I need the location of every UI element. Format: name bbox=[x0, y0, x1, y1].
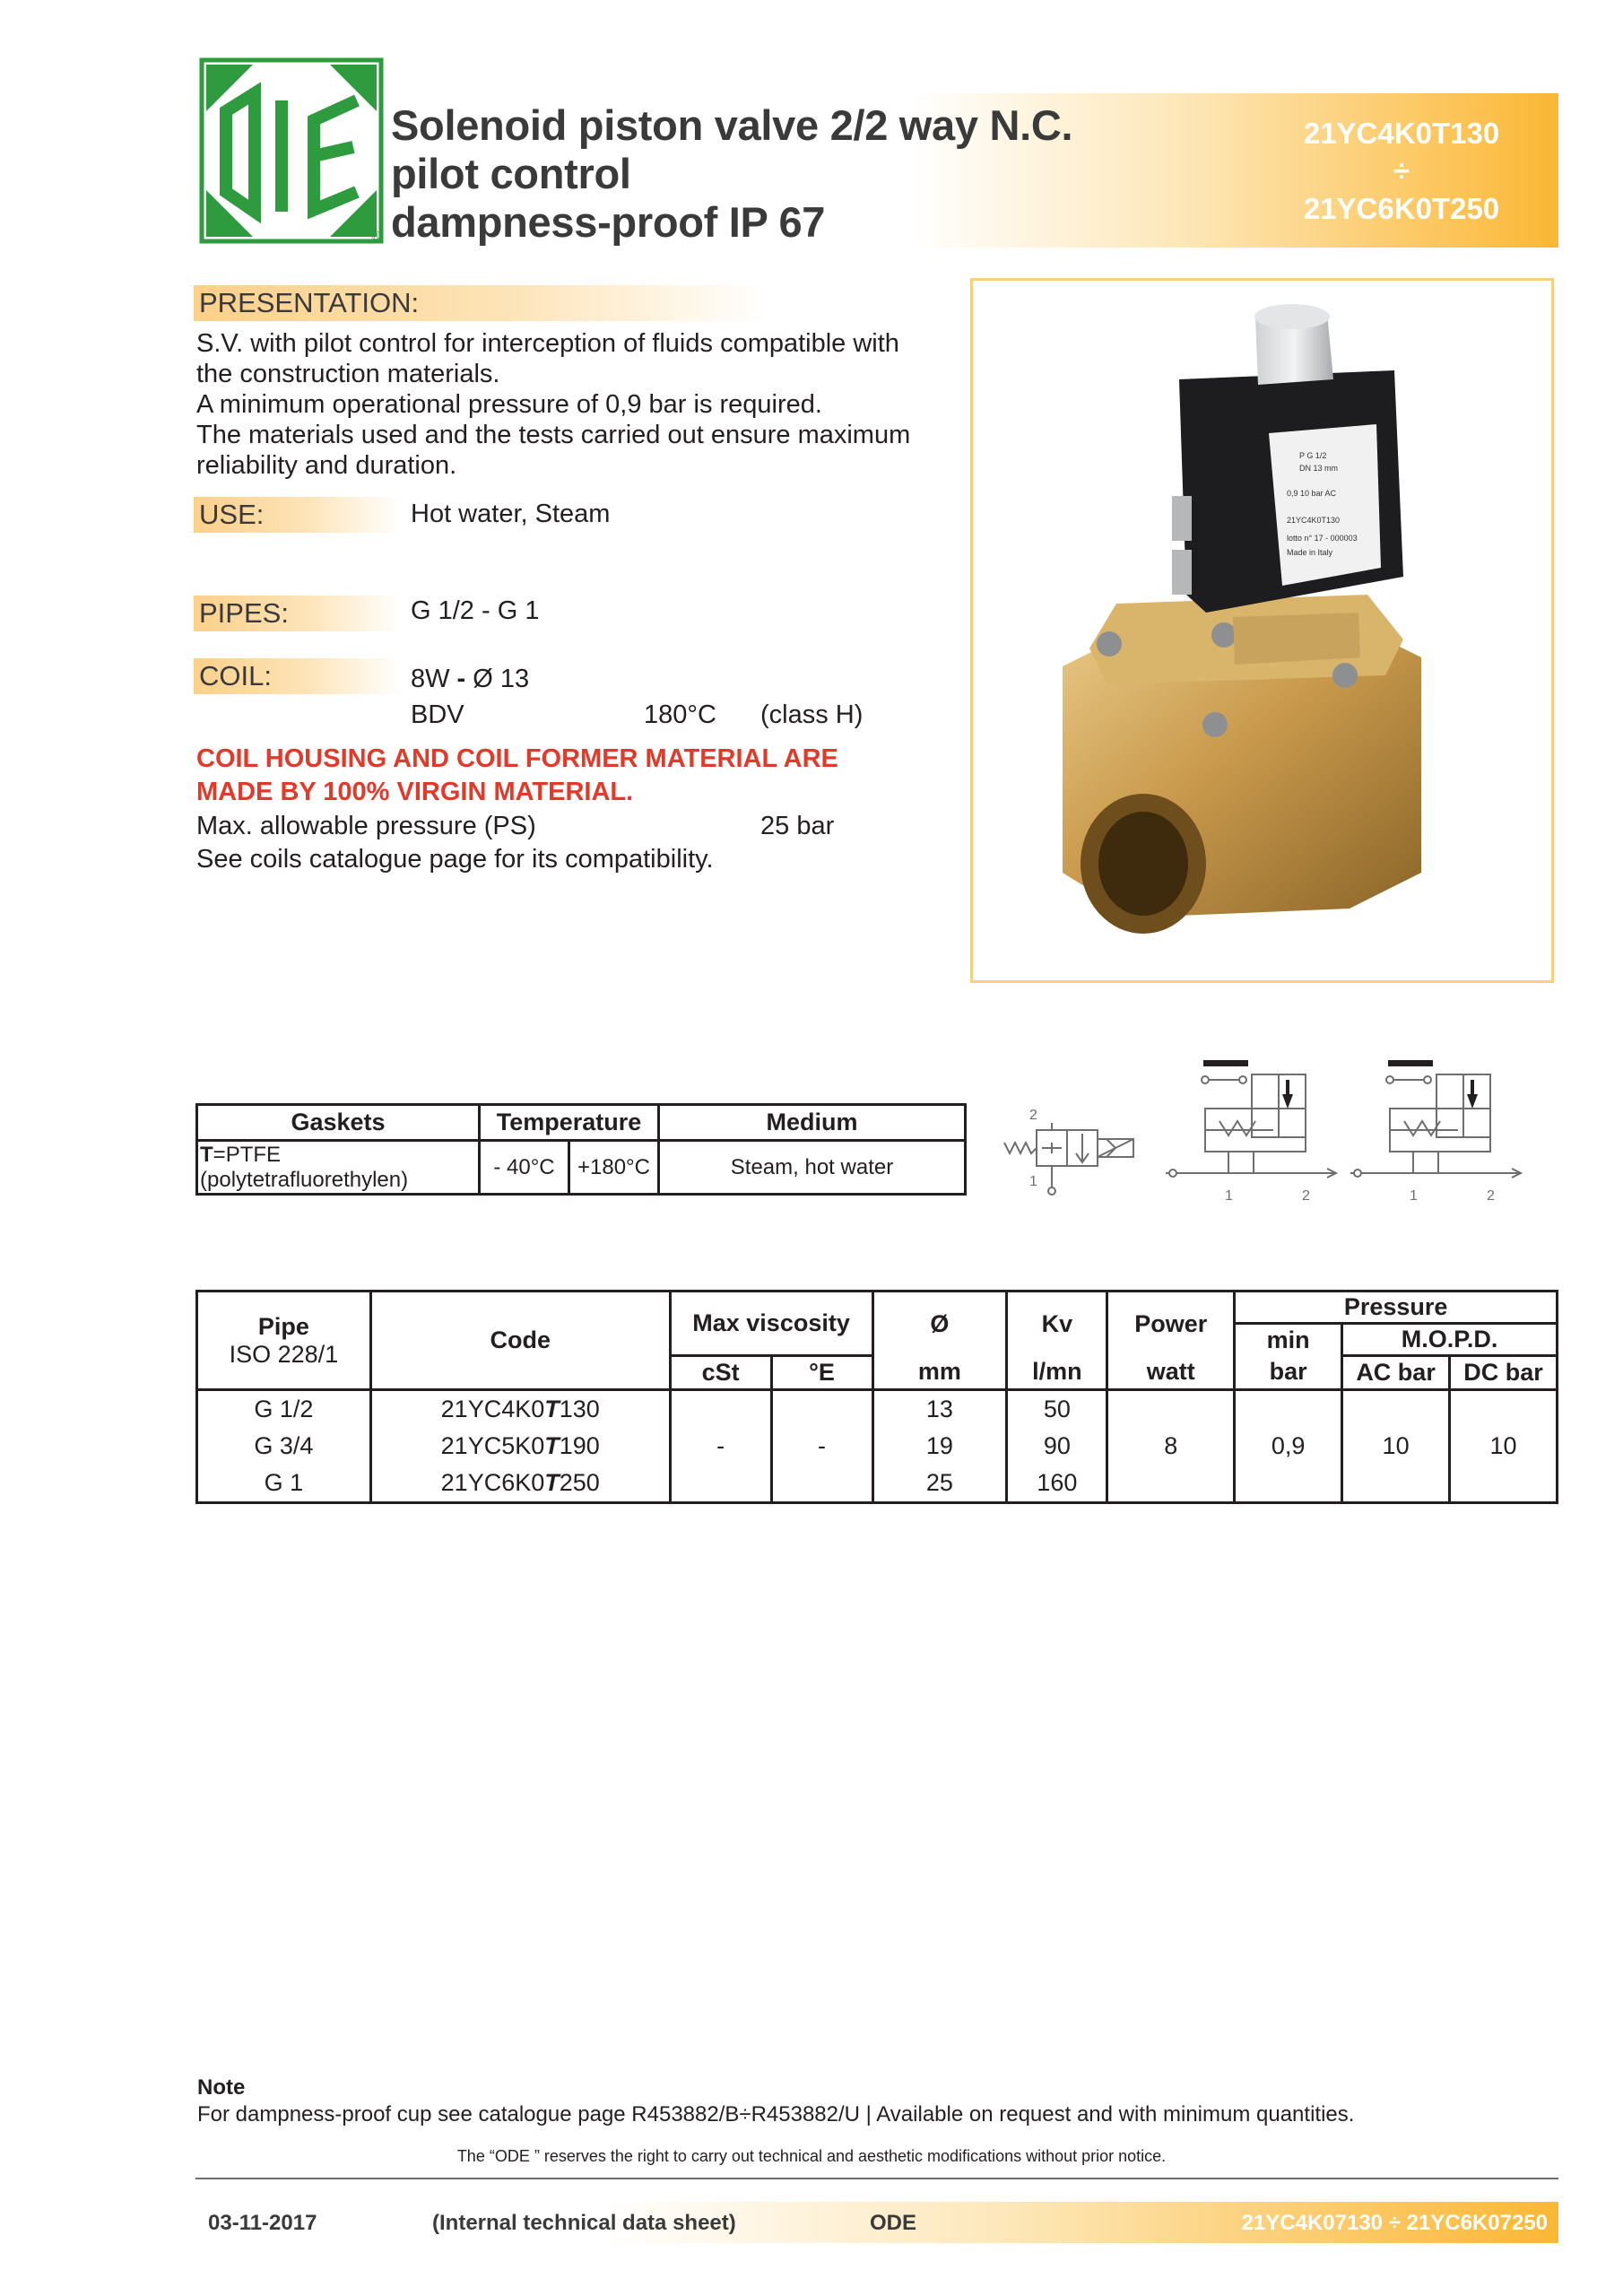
diameter-unit: mm bbox=[872, 1356, 1007, 1390]
code-part-b: 190 bbox=[559, 1432, 600, 1459]
coil-label-text-4: 21YC4K0T130 bbox=[1287, 516, 1341, 525]
row-diameter: 13 bbox=[872, 1390, 1007, 1428]
shared-dc: 10 bbox=[1450, 1390, 1558, 1503]
min-unit: bar bbox=[1235, 1356, 1342, 1390]
connector-tab bbox=[1172, 550, 1192, 595]
title-line-3: dampness-proof IP 67 bbox=[391, 198, 826, 246]
shared-degE: - bbox=[771, 1390, 872, 1503]
coil-label-text-1: P G 1/2 bbox=[1299, 451, 1327, 460]
presentation-line-5: reliability and duration. bbox=[196, 451, 457, 480]
bolt bbox=[1211, 622, 1237, 648]
range-symbol: ÷ bbox=[1393, 154, 1410, 187]
flow-arrow-shaft bbox=[1286, 1080, 1289, 1098]
presentation-line-4: The materials used and the tests carried out ensure maximum bbox=[196, 421, 911, 449]
bolt bbox=[1332, 663, 1358, 688]
min-header: min bbox=[1235, 1324, 1342, 1356]
port-circle bbox=[1048, 1187, 1055, 1195]
coil-bar bbox=[1203, 1060, 1248, 1066]
virgin-material-line-1: COIL HOUSING AND COIL FORMER MATERIAL ARE bbox=[196, 744, 838, 773]
footer-bar bbox=[195, 2202, 1558, 2243]
code-from: 21YC4K0T130 bbox=[1303, 117, 1500, 150]
mopd-header: M.O.P.D. bbox=[1342, 1324, 1558, 1356]
dc-header: DC bar bbox=[1450, 1356, 1558, 1390]
pipes-value: G 1/2 - G 1 bbox=[411, 596, 540, 625]
pipes-label: PIPES: bbox=[194, 596, 400, 631]
inlet-port-bore bbox=[1098, 812, 1188, 916]
virgin-material-line-2: MADE BY 100% VIRGIN MATERIAL. bbox=[196, 778, 634, 806]
code-part-t: T bbox=[544, 1469, 560, 1497]
valve-symbol-schematic bbox=[997, 1096, 1159, 1207]
row-code bbox=[370, 1465, 670, 1503]
medium-header: Medium bbox=[659, 1105, 966, 1141]
row-kv: 160 bbox=[1007, 1465, 1107, 1503]
disclaimer: The “ODE ” reserves the right to carry out technical and aesthetic modifications without prior notice. bbox=[456, 2147, 1167, 2165]
footer-sheet-type: (Internal technical data sheet) bbox=[432, 2211, 736, 2235]
row-code bbox=[370, 1390, 670, 1428]
shared-power: 8 bbox=[1107, 1390, 1235, 1503]
ps-label: Max. allowable pressure (PS) bbox=[196, 812, 536, 840]
footer-date: 03-11-2017 bbox=[208, 2211, 317, 2235]
kv-unit: l/mn bbox=[1007, 1356, 1107, 1390]
row-kv: 90 bbox=[1007, 1428, 1107, 1465]
code-part-t: T bbox=[544, 1395, 560, 1422]
armature-nut bbox=[1233, 613, 1360, 665]
coil-type: BDV bbox=[411, 700, 464, 729]
temp-min-cell: - 40°C bbox=[480, 1141, 569, 1195]
power-unit: watt bbox=[1107, 1356, 1235, 1390]
coil-label-text-6: Made in Italy bbox=[1287, 548, 1333, 557]
coil-bar bbox=[1388, 1060, 1433, 1066]
gasket-cell bbox=[197, 1141, 480, 1195]
power-header: Power bbox=[1107, 1292, 1235, 1356]
gasket-table bbox=[195, 1103, 967, 1196]
row-kv: 50 bbox=[1007, 1390, 1107, 1428]
note-title: Note bbox=[197, 2075, 246, 2100]
coil-diameter: Ø 13 bbox=[473, 665, 530, 693]
cst-header: cSt bbox=[670, 1356, 771, 1390]
presentation-line-1: S.V. with pilot control for interception of fluids compatible with bbox=[196, 329, 899, 358]
footer-divider bbox=[195, 2178, 1558, 2179]
port-circle bbox=[1354, 1170, 1361, 1177]
coil-label-text-2: DN 13 mm bbox=[1299, 464, 1339, 473]
coil-separator: - bbox=[449, 665, 473, 693]
valve-illustration bbox=[973, 281, 1551, 980]
valve-section-open bbox=[1350, 1058, 1530, 1205]
bolt bbox=[1097, 631, 1122, 657]
schematic-port-2: 2 bbox=[1029, 1108, 1037, 1123]
ac-header: AC bar bbox=[1342, 1356, 1450, 1390]
title-banner bbox=[384, 93, 1558, 248]
coil-power: 8W bbox=[411, 665, 450, 693]
presentation-line-3: A minimum operational pressure of 0,9 bar is required. bbox=[196, 390, 822, 419]
medium-cell: Steam, hot water bbox=[659, 1141, 966, 1195]
product-photo-frame bbox=[970, 278, 1554, 983]
section1-port-1: 1 bbox=[1225, 1188, 1233, 1204]
compat-note: See coils catalogue page for its compatibility. bbox=[196, 845, 714, 874]
gasket-full-name: (polytetrafluorethylen) bbox=[200, 1167, 409, 1192]
row-diameter: 19 bbox=[872, 1428, 1007, 1465]
coil-temp: 180°C bbox=[644, 700, 716, 729]
code-range bbox=[1245, 93, 1558, 248]
section1-port-2: 2 bbox=[1302, 1188, 1310, 1204]
code-part-t: T bbox=[544, 1432, 560, 1459]
bolt bbox=[1202, 712, 1228, 737]
shared-cst: - bbox=[670, 1390, 771, 1503]
gasket-code: T bbox=[200, 1142, 213, 1167]
valve-section-closed bbox=[1166, 1058, 1345, 1205]
footer-range: 21YC4K07130 ÷ 21YC6K07250 bbox=[1241, 2211, 1548, 2235]
pipe-standard: ISO 228/1 bbox=[229, 1340, 339, 1368]
section2-port-2: 2 bbox=[1487, 1188, 1495, 1204]
degE-header: °E bbox=[771, 1356, 872, 1390]
footer-brand: ODE bbox=[870, 2211, 917, 2235]
row-pipe: G 1/2 bbox=[197, 1390, 371, 1428]
diameter-header: Ø bbox=[872, 1292, 1007, 1356]
schematic-port-1: 1 bbox=[1029, 1174, 1037, 1189]
coil-label-text-5: lotto n° 17 - 000003 bbox=[1287, 534, 1358, 543]
coil-spec bbox=[411, 664, 529, 694]
presentation-label: PRESENTATION: bbox=[194, 285, 768, 321]
table-row bbox=[197, 1390, 1558, 1428]
row-pipe: G 3/4 bbox=[197, 1428, 371, 1465]
note-text: For dampness-proof cup see catalogue page R453882/B÷R453882/U | Available on request and with minimum quantities. bbox=[197, 2102, 1355, 2126]
port-circle bbox=[1169, 1170, 1176, 1177]
coil-cap-top bbox=[1254, 304, 1330, 329]
coil-label-text-3: 0,9 10 bar AC bbox=[1287, 489, 1337, 498]
pipe-header-cell bbox=[197, 1292, 371, 1390]
connector-tab bbox=[1172, 496, 1192, 541]
use-label: USE: bbox=[194, 497, 400, 533]
flow-arrow-shaft bbox=[1471, 1080, 1474, 1098]
row-code bbox=[370, 1428, 670, 1465]
ode-logo bbox=[199, 57, 384, 244]
title-line-1: Solenoid piston valve 2/2 way N.C. bbox=[391, 101, 1073, 149]
code-to: 21YC6K0T250 bbox=[1303, 192, 1500, 225]
pipe-header: Pipe bbox=[257, 1312, 309, 1340]
code-part-b: 250 bbox=[559, 1469, 600, 1497]
gaskets-header: Gaskets bbox=[197, 1105, 480, 1141]
ode-logo-graphic bbox=[199, 57, 384, 244]
ps-value: 25 bar bbox=[760, 812, 835, 840]
kv-header: Kv bbox=[1007, 1292, 1107, 1356]
models-table bbox=[195, 1290, 1558, 1504]
coil-class: (class H) bbox=[760, 700, 864, 729]
shared-min: 0,9 bbox=[1235, 1390, 1342, 1503]
row-diameter: 25 bbox=[872, 1465, 1007, 1503]
temp-max-cell: +180°C bbox=[569, 1141, 659, 1195]
coil-label-plate bbox=[1269, 424, 1381, 586]
pressure-header: Pressure bbox=[1235, 1292, 1558, 1324]
viscosity-header: Max viscosity bbox=[670, 1292, 872, 1356]
coil-label: COIL: bbox=[194, 658, 400, 694]
code-part-b: 130 bbox=[559, 1395, 600, 1422]
title-line-2: pilot control bbox=[391, 150, 631, 197]
use-value: Hot water, Steam bbox=[411, 500, 611, 528]
presentation-line-2: the construction materials. bbox=[196, 360, 500, 388]
code-part-a: 21YC5K0 bbox=[440, 1432, 545, 1459]
row-pipe: G 1 bbox=[197, 1465, 371, 1503]
section2-port-1: 1 bbox=[1410, 1188, 1418, 1204]
gasket-name: =PTFE bbox=[213, 1142, 282, 1167]
temperature-header: Temperature bbox=[480, 1105, 659, 1141]
code-part-a: 21YC4K0 bbox=[440, 1395, 545, 1422]
shared-ac: 10 bbox=[1342, 1390, 1450, 1503]
code-header: Code bbox=[370, 1292, 670, 1390]
code-part-a: 21YC6K0 bbox=[440, 1469, 545, 1497]
registered-mark: ® bbox=[371, 228, 381, 242]
